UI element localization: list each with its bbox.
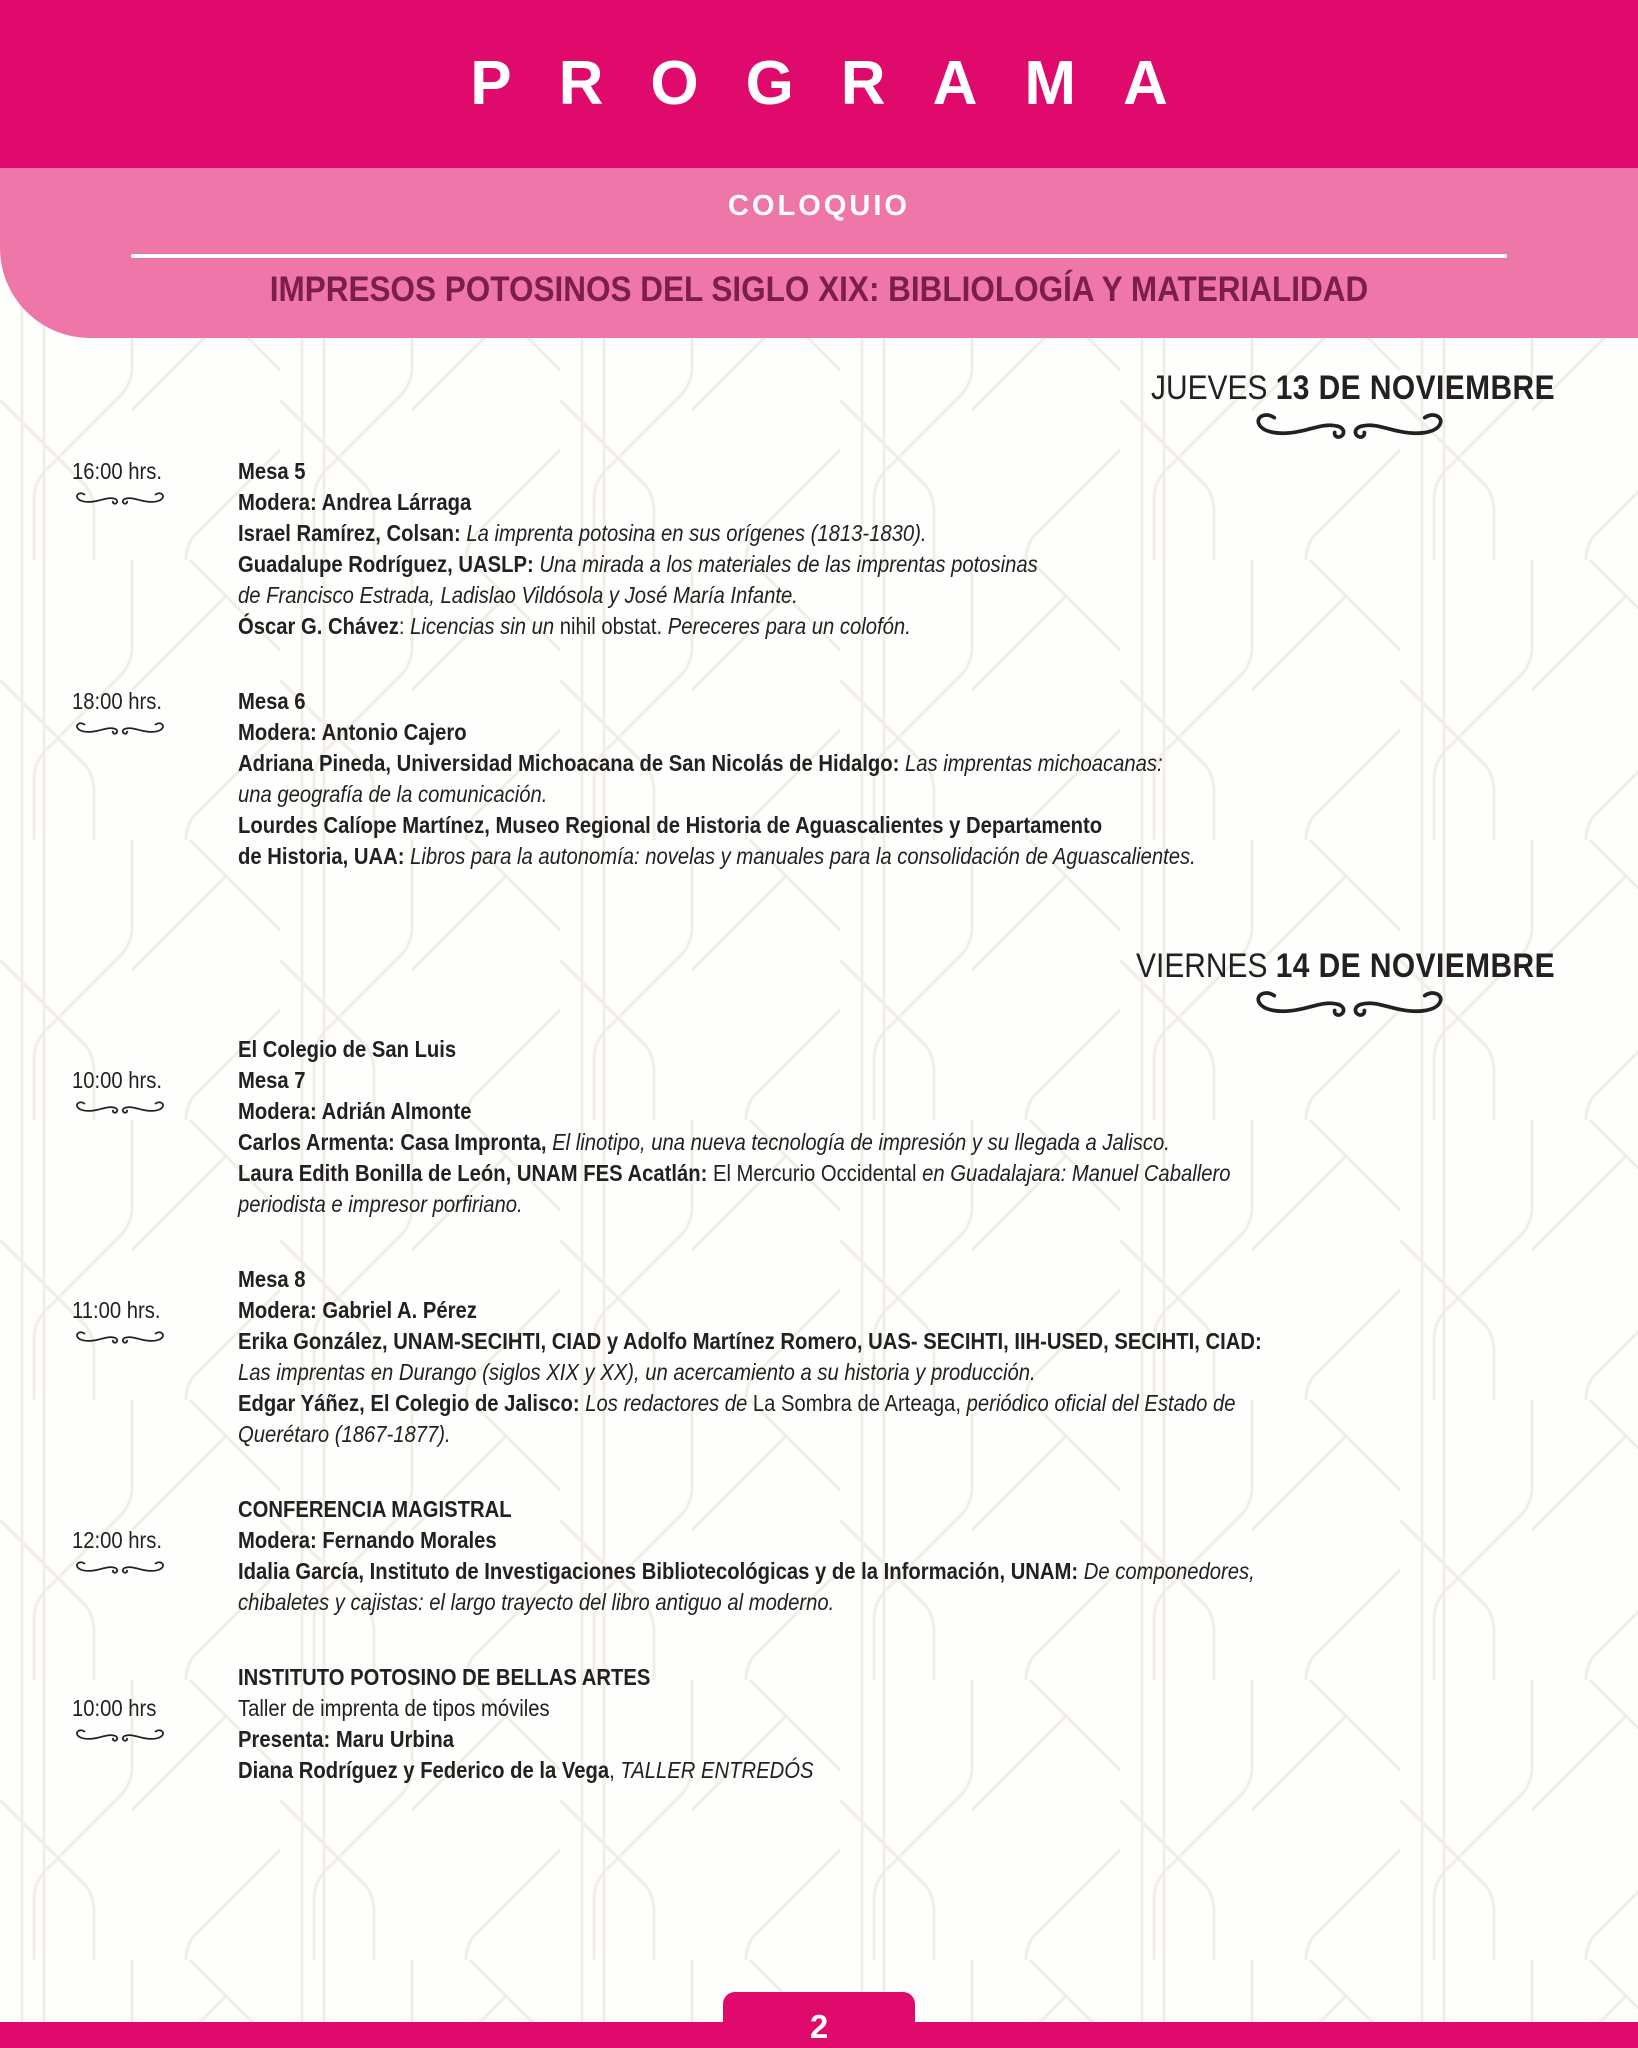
text-segment: Modera: Adrián Almonte (238, 1098, 472, 1124)
text-segment: Libros para la autonomía: novelas y manuales para la consolidación de Aguascalientes. (410, 843, 1196, 869)
session-line (238, 1065, 1397, 1096)
text-segment: TALLER ENTREDÓS (620, 1757, 814, 1783)
title-band (0, 0, 1638, 168)
page-number: 2 (809, 2008, 829, 2045)
day-section (72, 338, 1555, 872)
session-line (238, 1189, 1397, 1220)
swirl-divider-icon (74, 721, 166, 736)
session-row (72, 456, 1555, 642)
swirl-divider-icon (1252, 410, 1447, 442)
text-segment: Modera: Antonio Cajero (238, 719, 467, 745)
session-body (238, 1034, 1555, 1220)
text-segment: De componedores, (1083, 1558, 1255, 1584)
session-time-cell (72, 686, 238, 872)
text-segment: INSTITUTO POTOSINO DE BELLAS ARTES (238, 1664, 651, 1690)
text-segment: Mesa 5 (238, 458, 306, 484)
session-time: 10:00 hrs (72, 1695, 157, 1721)
session-row (72, 1264, 1555, 1450)
session-line (238, 1419, 1397, 1450)
text-segment: Los redactores de (585, 1390, 753, 1416)
page-title: PROGRAMA (470, 49, 1215, 118)
text-segment: El Mercurio Occidental (712, 1160, 923, 1186)
day-weekday: VIERNES (1136, 947, 1276, 985)
text-segment: periodista e impresor porfiriano. (238, 1191, 523, 1217)
text-segment: en Guadalajara: Manuel Caballero (922, 1160, 1231, 1186)
session-time: 16:00 hrs. (72, 458, 163, 484)
session-time: 12:00 hrs. (72, 1527, 163, 1553)
text-segment: Una mirada a los materiales de las imprentas potosinas (539, 551, 1038, 577)
text-segment: El Colegio de San Luis (238, 1036, 457, 1062)
text-segment: nihil obstat. (559, 613, 668, 639)
text-segment: Edgar Yáñez, El Colegio de Jalisco: (238, 1390, 586, 1416)
session-line (238, 1693, 1397, 1724)
text-segment: Presenta: Maru Urbina (238, 1726, 454, 1752)
session-line (238, 779, 1397, 810)
session-time-cell (72, 1264, 238, 1450)
session-time-cell (72, 456, 238, 642)
session-time-cell (72, 1662, 238, 1786)
day-date: 13 DE NOVIEMBRE (1275, 369, 1555, 407)
text-segment: , (609, 1757, 621, 1783)
session-body (238, 1662, 1555, 1786)
session-line (238, 1662, 1397, 1693)
text-segment: Taller de imprenta de tipos móviles (238, 1695, 550, 1721)
session-row (72, 1494, 1555, 1618)
page-header (0, 0, 1638, 338)
session-row (72, 686, 1555, 872)
text-segment: Modera: Andrea Lárraga (238, 489, 472, 515)
page-footer (0, 1988, 1638, 2048)
text-segment: de Historia, UAA: (238, 843, 411, 869)
text-segment: Pereceres para un colofón. (667, 613, 911, 639)
session-line (238, 580, 1397, 611)
text-segment: Israel Ramírez, Colsan: (238, 520, 467, 546)
text-segment: Las imprentas en Durango (siglos XIX y XX), un acercamiento a su historia y producción. (238, 1359, 1036, 1385)
session-line (238, 611, 1397, 642)
session-line (238, 1556, 1397, 1587)
session-time: 18:00 hrs. (72, 688, 163, 714)
text-segment: periódico oficial del Estado de (966, 1390, 1236, 1416)
session-line (238, 1388, 1397, 1419)
text-segment: La imprenta potosina en sus orígenes (1813-1830). (466, 520, 927, 546)
event-title: IMPRESOS POTOSINOS DEL SIGLO XIX: BIBLIOLOGÍA Y MATERIALIDAD (269, 270, 1369, 309)
text-segment: de Francisco Estrada, Ladislao Vildósola y José María Infante. (238, 582, 798, 608)
session-line (238, 1295, 1397, 1326)
session-body (238, 1264, 1555, 1450)
day-section (72, 916, 1555, 1786)
session-line (238, 1525, 1397, 1556)
text-segment: Guadalupe Rodríguez, UASLP: (238, 551, 540, 577)
session-line (238, 456, 1397, 487)
session-row (72, 1662, 1555, 1786)
session-line (238, 1755, 1397, 1786)
session-time: 11:00 hrs. (72, 1297, 161, 1323)
day-header (250, 368, 1555, 408)
session-line (238, 1326, 1397, 1357)
text-segment: Lourdes Calíope Martínez, Museo Regional de Historia de Aguascalientes y Departamento (238, 812, 1103, 838)
text-segment: Adriana Pineda, Universidad Michoacana de San Nicolás de Hidalgo: (238, 750, 905, 776)
session-line (238, 717, 1397, 748)
day-weekday: JUEVES (1151, 369, 1276, 407)
swirl-divider-icon (74, 1560, 166, 1575)
day-header (250, 946, 1555, 986)
session-line (238, 1034, 1397, 1065)
swirl-divider-icon (74, 1100, 166, 1115)
session-line (238, 1158, 1397, 1189)
session-line (238, 810, 1397, 841)
schedule (0, 338, 1638, 1786)
session-line (238, 841, 1397, 872)
text-segment: Mesa 8 (238, 1266, 306, 1292)
text-segment: una geografía de la comunicación. (238, 781, 548, 807)
session-line (238, 1096, 1397, 1127)
swirl-divider-icon (74, 491, 166, 506)
session-line (238, 1357, 1397, 1388)
session-line (238, 748, 1397, 779)
session-body (238, 1494, 1555, 1618)
text-segment: Erika González, UNAM-SECIHTI, CIAD y Adolfo Martínez Romero, UAS- SECIHTI, IIH-USED, SECIHTI, CIAD: (238, 1328, 1262, 1354)
session-time-cell (72, 1034, 238, 1220)
session-line (238, 686, 1397, 717)
session-line (238, 1587, 1397, 1618)
text-segment: Mesa 7 (238, 1067, 306, 1093)
session-line (238, 487, 1397, 518)
text-segment: Idalia García, Instituto de Investigaciones Bibliotecológicas y de la Información, UNAM: (238, 1558, 1084, 1584)
session-time: 10:00 hrs. (72, 1067, 163, 1093)
subtitle-band (0, 168, 1638, 338)
session-line (238, 1724, 1397, 1755)
text-segment: Querétaro (1867-1877). (238, 1421, 451, 1447)
text-segment: CONFERENCIA MAGISTRAL (238, 1496, 512, 1522)
text-segment: La Sombra de Arteaga, (752, 1390, 967, 1416)
subtitle: COLOQUIO (728, 190, 910, 222)
session-line (238, 1127, 1397, 1158)
session-body (238, 456, 1555, 642)
text-segment: Óscar G. Chávez (238, 613, 399, 639)
day-date: 14 DE NOVIEMBRE (1275, 947, 1555, 985)
text-segment: Laura Edith Bonilla de León, UNAM FES Acatlán: (238, 1160, 713, 1186)
text-segment: Las imprentas michoacanas: (904, 750, 1163, 776)
text-segment: Diana Rodríguez y Federico de la Vega (238, 1757, 610, 1783)
text-segment: Mesa 6 (238, 688, 306, 714)
swirl-divider-icon (1252, 988, 1447, 1020)
session-line (238, 549, 1397, 580)
swirl-divider-icon (74, 1330, 166, 1345)
swirl-divider-icon (74, 1728, 166, 1743)
text-segment: Carlos Armenta: Casa Impronta, (238, 1129, 553, 1155)
text-segment: : (398, 613, 411, 639)
divider-line (131, 254, 1507, 258)
text-segment: Modera: Gabriel A. Pérez (238, 1297, 477, 1323)
session-row (72, 1034, 1555, 1220)
session-time-cell (72, 1494, 238, 1618)
text-segment: Licencias sin un (410, 613, 560, 639)
text-segment: El linotipo, una nueva tecnología de impresión y su llegada a Jalisco. (552, 1129, 1170, 1155)
text-segment: Modera: Fernando Morales (238, 1527, 497, 1553)
session-line (238, 1494, 1397, 1525)
text-segment: chibaletes y cajistas: el largo trayecto del libro antiguo al moderno. (238, 1589, 835, 1615)
session-line (238, 518, 1397, 549)
session-line (238, 1264, 1397, 1295)
session-body (238, 686, 1555, 872)
